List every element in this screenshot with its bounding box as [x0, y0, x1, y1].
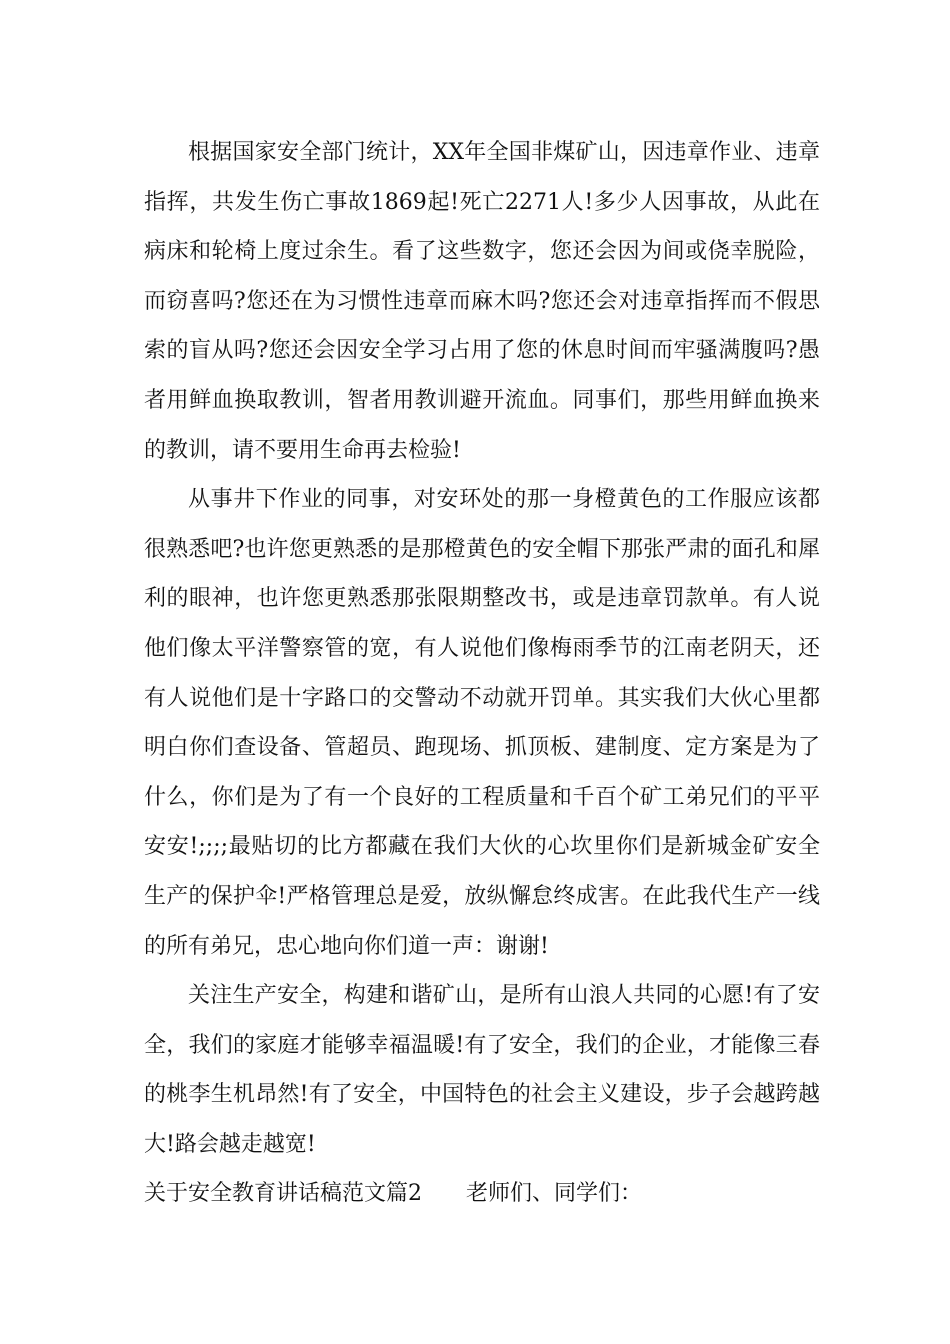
paragraph-3: 关注生产安全，构建和谐矿山，是所有山浪人共同的心愿!有了安全，我们的家庭才能够幸福温暖!有了安全，我们的企业，才能像三春的桃李生机昂然!有了安全，中国特色的社会主义建设，步子会越跨越大!路会越走越宽!	[144, 983, 820, 1157]
paragraph-2: 从事井下作业的同事，对安环处的那一身橙黄色的工作服应该都很熟悉吧?也许您更熟悉的是那橙黄色的安全帽下那张严肃的面孔和犀利的眼神，也许您更熟悉那张限期整改书，或是违章罚款单。有人说他们像太平洋警察管的宽，有人说他们像梅雨季节的江南老阴天，还有人说他们是十字路口的交警动不动就开罚单。其实我们大伙心里都明白你们查设备、管超员、跑现场、抓顶板、建制度、定方案是为了什么，你们是为了有一个良好的工程质量和千百个矿工弟兄们的平平安安!;;;;最贴切的比方都藏在我们大伙的心坎里你们是新城金矿安全生产的保护伞!严格管理总是爱，放纵懈怠终成害。在此我代生产一线的所有弟兄，忠心地向你们道一声：谢谢!	[144, 487, 820, 959]
next-section-salutation: 老师们、同学们：	[466, 1181, 643, 1207]
next-section-line	[144, 1169, 820, 1219]
paragraph-1: 根据国家安全部门统计，XX年全国非煤矿山，因违章作业、违章指挥，共发生伤亡事故1869起!死亡2271人!多少人因事故，从此在病床和轮椅上度过余生。看了这些数字，您还会因为间或侥幸脱险，而窃喜吗?您还在为习惯性违章而麻木吗?您还会对违章指挥而不假思索的盲从吗?您还会因安全学习占用了您的休息时间而牢骚满腹吗?愚者用鲜血换取教训，智者用教训避开流血。同事们，那些用鲜血换来的教训，请不要用生命再去检验!	[144, 140, 820, 463]
next-section-title: 关于安全教育讲话稿范文篇2	[144, 1181, 422, 1207]
document-body	[144, 128, 820, 1219]
